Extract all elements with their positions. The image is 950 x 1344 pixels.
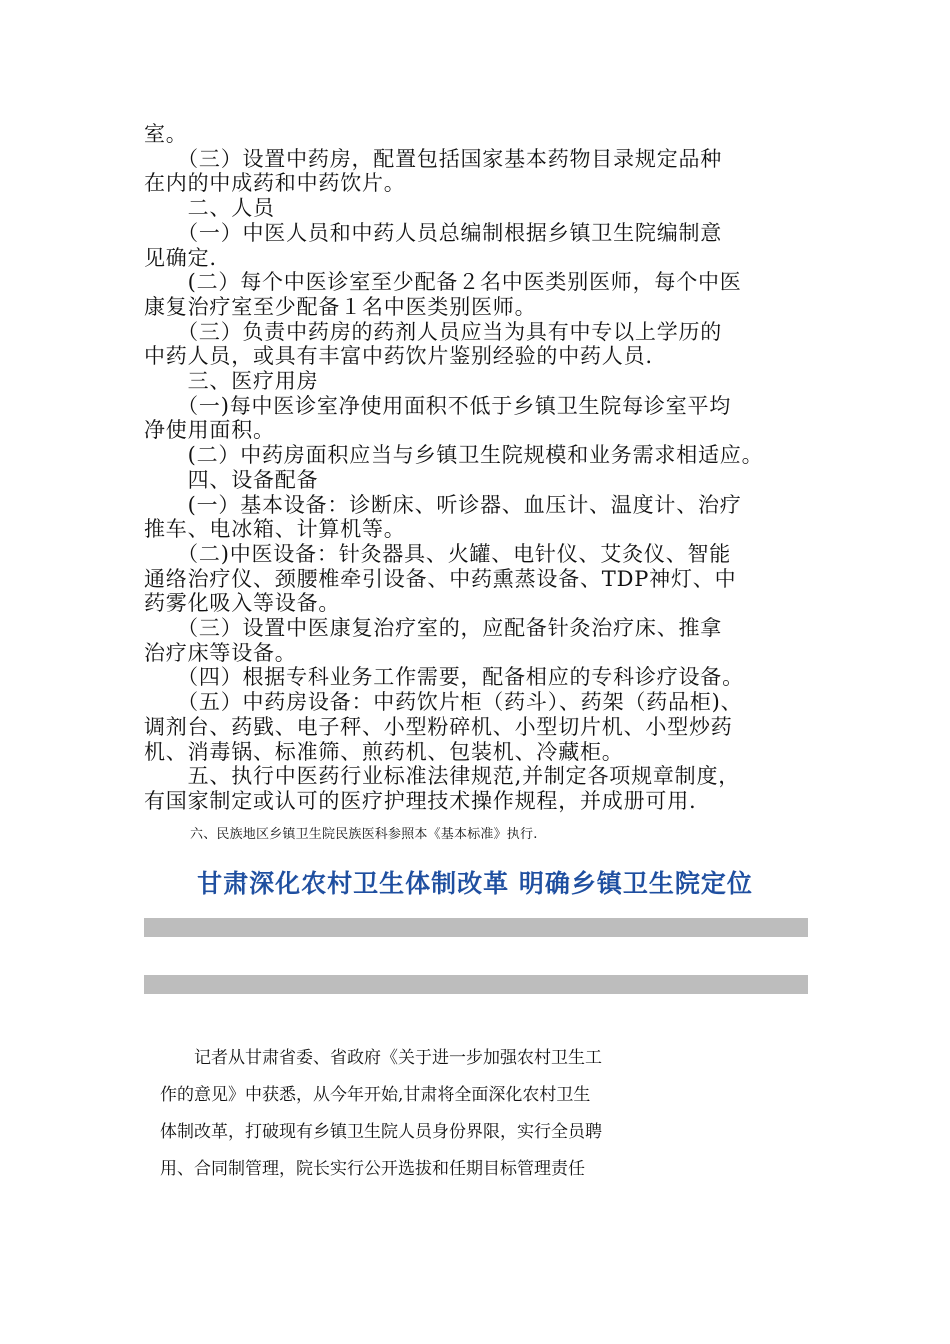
text-line: 有国家制定或认可的医疗护理技术操作规程，并成册可用.	[144, 788, 697, 813]
text-line: 推车、电冰箱、计算机等。	[144, 517, 406, 542]
article-line: 记者从甘肃省委、省政府《关于进一步加强农村卫生工	[160, 1048, 602, 1068]
text-line: 药雾化吸入等设备。	[144, 591, 341, 616]
section-heading: 三、医疗用房	[144, 369, 319, 394]
text-line: （三）负责中药房的药剂人员应当为具有中专以上学历的	[144, 319, 723, 344]
article-headline: 甘肃深化农村卫生体制改革 明确乡镇卫生院定位	[197, 869, 753, 898]
text-line: （四）根据专科业务工作需要，配备相应的专科诊疗设备。	[144, 665, 744, 690]
regulation-text	[144, 122, 808, 814]
text-line: 通络治疗仪、颈腰椎牵引设备、中药熏蒸设备、TDP神灯、中	[144, 566, 737, 591]
text-line: （二)中医设备：针灸器具、火罐、电针仪、艾灸仪、智能	[144, 541, 732, 566]
text-line: 室。	[144, 122, 188, 146]
text-line: 机、消毒锅、标准筛、煎药机、包装机、冷藏柜。	[144, 739, 624, 764]
text-line: 康复治疗室至少配备１名中医类别医师。	[144, 294, 537, 319]
article-line: 体制改革，打破现有乡镇卫生院人员身份界限，实行全员聘	[160, 1122, 602, 1142]
article-line: 作的意见》中获悉，从今年开始,甘肃将全面深化农村卫生	[160, 1085, 591, 1105]
ethnic-region-note: 六、民族地区乡镇卫生院民族医科参照本《基本标准》执行.	[190, 827, 538, 842]
text-line: 净使用面积。	[144, 418, 275, 443]
text-line: 中药人员，或具有丰富中药饮片鉴别经验的中药人员.	[144, 344, 653, 369]
text-line: （三）设置中药房，配置包括国家基本药物目录规定品种	[144, 146, 723, 171]
article-line: 用、合同制管理，院长实行公开选拔和任期目标管理责任	[160, 1159, 585, 1179]
text-line: (一）基本设备：诊断床、听诊器、血压计、温度计、治疗	[144, 492, 742, 517]
text-line: （一)每中医诊室净使用面积不低于乡镇卫生院每诊室平均	[144, 393, 732, 418]
divider-bar-bottom	[144, 975, 808, 994]
text-line: (二）每个中医诊室至少配备２名中医类别医师，每个中医	[144, 270, 742, 295]
section-heading: 四、设备配备	[144, 467, 319, 492]
section-heading: 二、人员	[144, 196, 275, 221]
article-body	[160, 1040, 680, 1188]
text-line: 调剂台、药戥、电子秤、小型粉碎机、小型切片机、小型炒药	[144, 714, 733, 739]
text-line: （三）设置中医康复治疗室的，应配备针灸治疗床、推拿	[144, 616, 723, 641]
text-line: （一）中医人员和中药人员总编制根据乡镇卫生院编制意	[144, 220, 723, 245]
divider-bar-top	[144, 918, 808, 937]
text-line: （五）中药房设备：中药饮片柜（药斗）、药架（药品柜)、	[144, 690, 743, 715]
text-line: 见确定.	[144, 245, 217, 270]
text-line: 在内的中成药和中药饮片。	[144, 171, 406, 196]
text-line: 治疗床等设备。	[144, 640, 297, 665]
text-line: (二）中药房面积应当与乡镇卫生院规模和业务需求相适应。	[144, 443, 764, 468]
text-line: 五、执行中医药行业标准法律规范,并制定各项规章制度，	[144, 764, 741, 789]
